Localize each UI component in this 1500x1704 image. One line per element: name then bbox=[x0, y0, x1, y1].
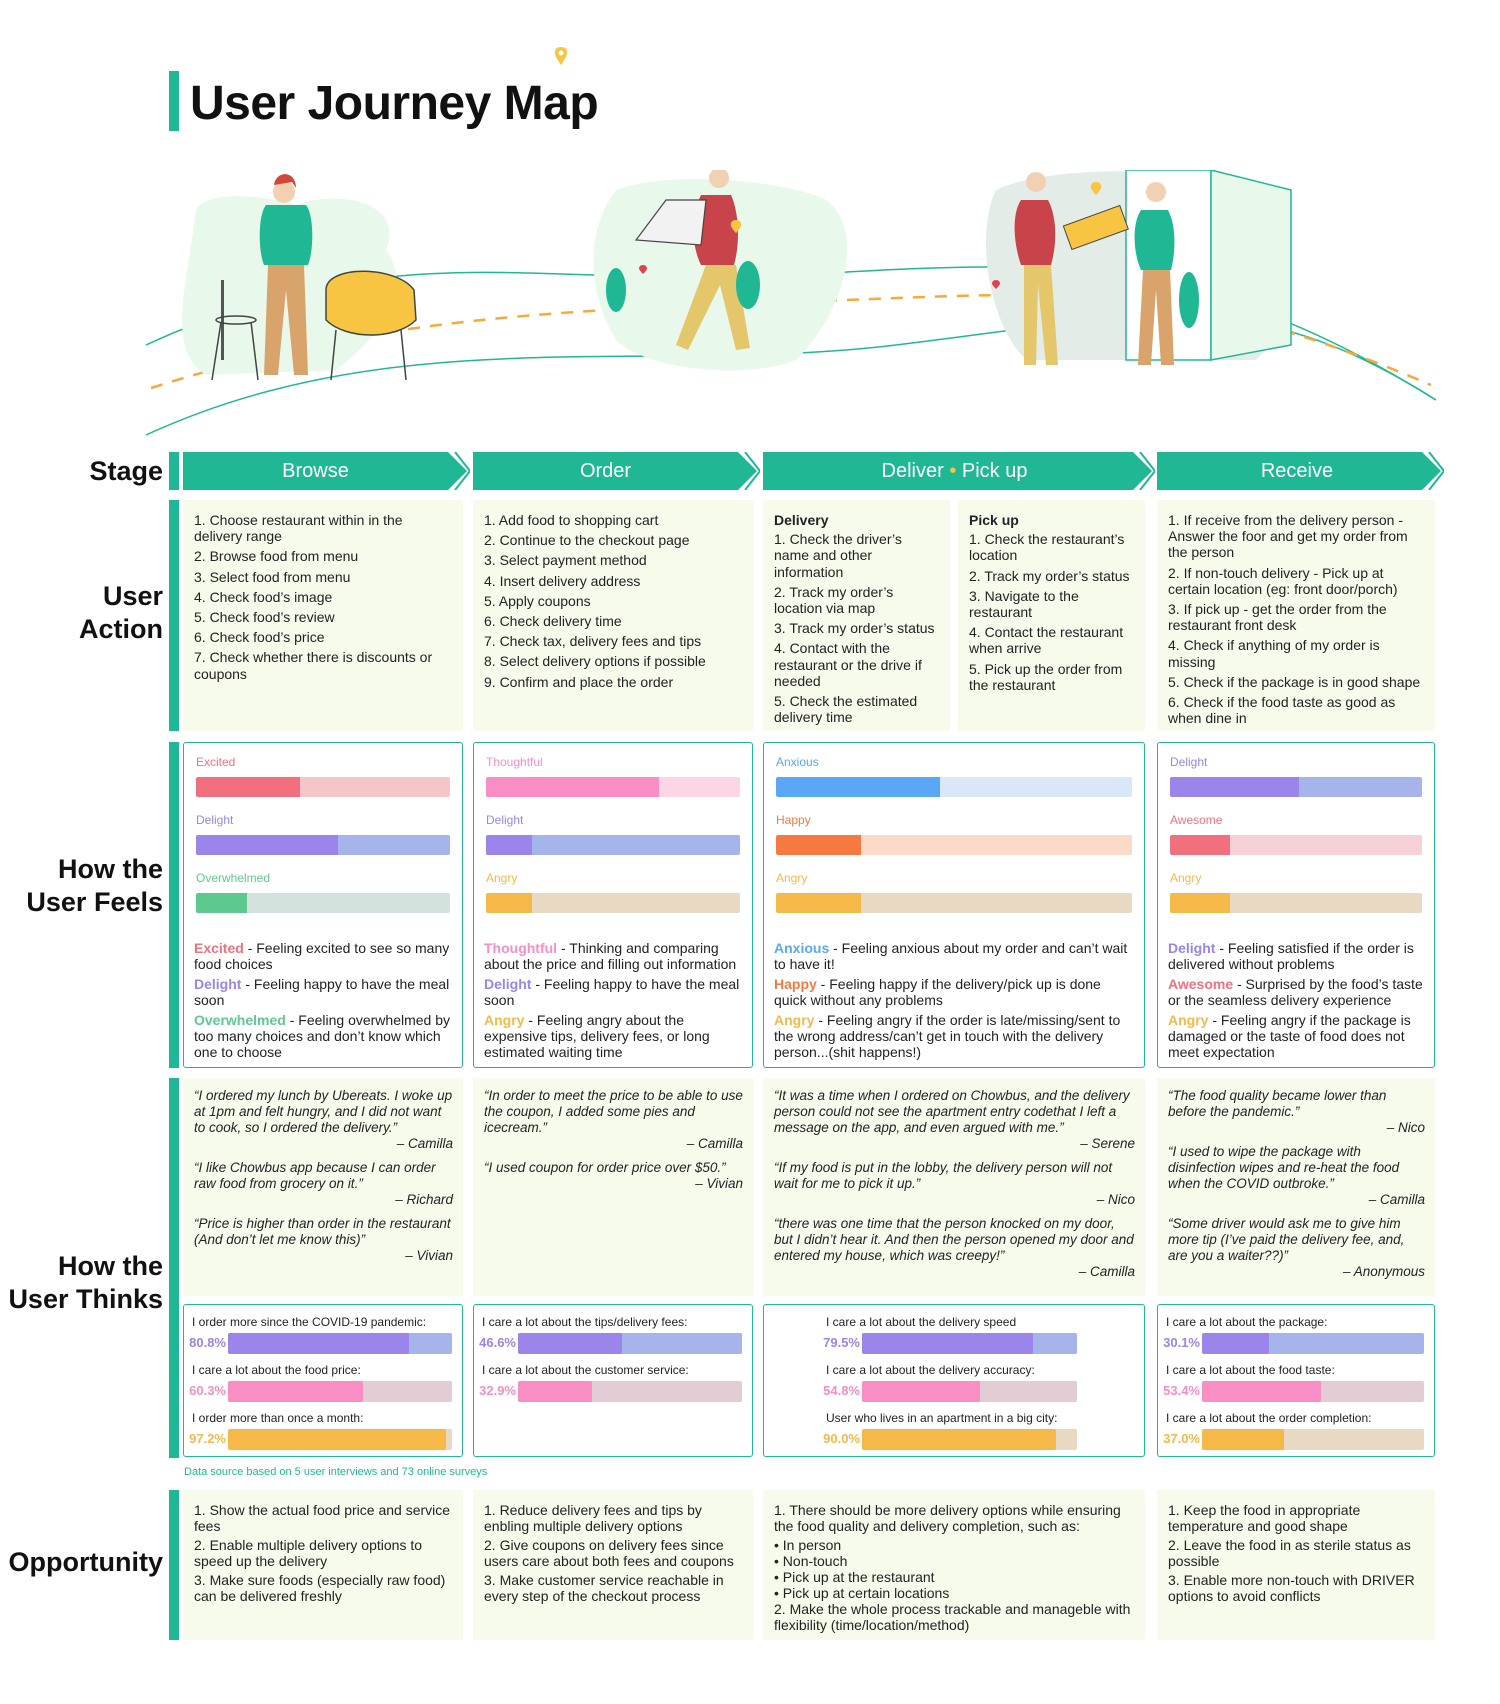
quote-author: – Vivian bbox=[405, 1248, 453, 1263]
stat-bar-fill bbox=[518, 1381, 592, 1402]
opportunity-item: • Pick up at the restaurant bbox=[774, 1569, 935, 1585]
stage-deliver-pickup: Deliver • Pick up bbox=[763, 452, 1155, 490]
stat-label: I order more since the COVID-19 pandemic: bbox=[192, 1315, 427, 1329]
action-panel-order: 1. Add food to shopping cart 2. Continue to the checkout page 3. Select payment method 4. Insert delivery address 5. Apply coupons 6. Check delivery time 7. Check tax, delivery fees and tips 8. Select delivery options if possible 9. Confirm and place the order bbox=[473, 500, 753, 731]
stat-percent: 32.9% bbox=[479, 1383, 516, 1398]
quotes-panel bbox=[183, 1078, 463, 1296]
stat-bar bbox=[862, 1429, 1077, 1450]
opportunity-item: 3. Enable more non-touch with DRIVER options to avoid conflicts bbox=[1168, 1572, 1415, 1604]
stat-label: I care a lot about the delivery accuracy: bbox=[826, 1363, 1035, 1377]
stat-bar bbox=[518, 1381, 742, 1402]
feelings-card bbox=[473, 742, 753, 1068]
quote-text: “there was one time that the person knocked on my door, but I didn’t hear it. And then the person opened my door and entered my house, which was creepy!” bbox=[774, 1216, 1134, 1263]
opportunity-item: 3. Make customer service reachable in every step of the checkout process bbox=[484, 1572, 724, 1604]
emotion-label: Excited bbox=[196, 755, 236, 769]
stage-accent-bar bbox=[169, 452, 179, 490]
emotion-bar bbox=[776, 893, 1132, 913]
stat-bar-fill bbox=[1202, 1333, 1269, 1354]
emotion-label: Angry bbox=[776, 871, 808, 885]
quotes-panel bbox=[473, 1078, 753, 1296]
opportunity-panel bbox=[1157, 1490, 1435, 1640]
stat-label: I care a lot about the delivery speed bbox=[826, 1315, 1017, 1329]
user-quote bbox=[484, 1160, 743, 1192]
emotion-bar bbox=[486, 835, 740, 855]
emotion-label: Angry bbox=[1170, 871, 1202, 885]
action-panel-pickup: Pick up 1. Check the restaurant’s location 2. Track my order’s status 3. Navigate to the restaurant 4. Contact the restaurant when arrive 5. Pick up the order from the restaurant bbox=[958, 500, 1145, 731]
quote-author: – Vivian bbox=[695, 1176, 743, 1191]
emotion-description bbox=[194, 1012, 452, 1060]
quote-author: – Nico bbox=[1386, 1120, 1425, 1135]
quote-author: – Camilla bbox=[1078, 1264, 1135, 1279]
emotion-label: Delight bbox=[196, 813, 234, 827]
emotion-bar bbox=[486, 893, 740, 913]
stat-bar bbox=[228, 1381, 452, 1402]
emotion-label: Anxious bbox=[776, 755, 819, 769]
emotion-description bbox=[774, 940, 1134, 972]
opportunity-accent-bar bbox=[169, 1490, 179, 1640]
quote-text: “It was a time when I ordered on Chowbus, and the delivery person could not see the apartment entry codethat I left a message on the app, and even argued with me.” bbox=[774, 1088, 1130, 1135]
thinks-row-label: How the User Thinks bbox=[8, 1251, 163, 1314]
stat-bar bbox=[1202, 1429, 1424, 1450]
opportunity-item: 3. Make sure foods (especially raw food) can be delivered freshly bbox=[194, 1572, 446, 1604]
emotion-bar-fill bbox=[196, 777, 300, 797]
emotion-bar-fill bbox=[486, 893, 532, 913]
stat-bar bbox=[1202, 1381, 1424, 1402]
emotion-bar-fill bbox=[196, 893, 247, 913]
stats-card bbox=[1157, 1304, 1435, 1457]
opportunity-panel bbox=[473, 1490, 753, 1640]
opportunity-item: 1. Show the actual food price and service fees bbox=[194, 1502, 451, 1534]
emotion-text: - Thinking and comparing about the price and filling out information bbox=[484, 940, 737, 972]
quote-text: “If my food is put in the lobby, the delivery person will not wait for me to pick it up.” bbox=[774, 1160, 1113, 1191]
emotion-description bbox=[1168, 1012, 1424, 1060]
stat-bar-fill bbox=[1202, 1429, 1284, 1450]
user-quote bbox=[774, 1088, 1135, 1152]
data-source-note: Data source based on 5 user interviews and 73 online surveys bbox=[184, 1466, 488, 1478]
stat-percent: 46.6% bbox=[479, 1335, 516, 1350]
stats-card bbox=[473, 1304, 753, 1457]
emotion-text: - Feeling overwhelmed by too many choices and don’t know which one to choose bbox=[194, 1012, 451, 1060]
emotion-text: - Feeling angry about the expensive tips, delivery fees, or long estimated waiting time bbox=[484, 1012, 710, 1060]
stat-percent: 54.8% bbox=[823, 1383, 860, 1398]
emotion-label: Happy bbox=[776, 813, 811, 827]
feelings-card bbox=[763, 742, 1145, 1068]
emotion-label: Awesome bbox=[1170, 813, 1223, 827]
stat-label: I order more than once a month: bbox=[192, 1411, 364, 1425]
map-pin-icon bbox=[553, 46, 569, 70]
emotion-bar bbox=[1170, 893, 1422, 913]
emotion-label: Angry bbox=[486, 871, 518, 885]
feelings-card bbox=[183, 742, 463, 1068]
emotion-name: Angry bbox=[1168, 1012, 1209, 1028]
emotion-bar-fill bbox=[1170, 777, 1299, 797]
stat-label: I care a lot about the customer service: bbox=[482, 1363, 689, 1377]
opportunity-item: • Non-touch bbox=[774, 1553, 848, 1569]
quote-text: “I used to wipe the package with disinfection wipes and re-heat the food when the COVID outbroke.” bbox=[1168, 1144, 1400, 1191]
quote-author: – Camilla bbox=[396, 1136, 453, 1151]
stats-card bbox=[763, 1304, 1145, 1457]
emotion-bar-fill bbox=[486, 835, 532, 855]
emotion-bar bbox=[196, 835, 450, 855]
emotion-text: - Feeling angry if the package is damaged or the taste of food does not meet expectation bbox=[1168, 1012, 1411, 1060]
opportunity-item: 1. Keep the food in appropriate temperature and good shape bbox=[1168, 1502, 1361, 1534]
stats-card bbox=[183, 1304, 463, 1457]
stat-label: I care a lot about the tips/delivery fees: bbox=[482, 1315, 688, 1329]
action-panel-delivery: Delivery 1. Check the driver’s name and other information 2. Track my order’s location via map 3. Track my order’s status 4. Contact with the restaurant or the drive if needed 5. Check the estimated delivery time bbox=[763, 500, 950, 731]
stat-bar-fill bbox=[228, 1429, 446, 1450]
stat-bar bbox=[862, 1381, 1077, 1402]
opportunity-item: 2. Enable multiple delivery options to speed up the delivery bbox=[194, 1537, 423, 1569]
page-title: User Journey Map bbox=[190, 77, 599, 130]
emotion-name: Delight bbox=[484, 976, 532, 992]
user-quote bbox=[774, 1216, 1135, 1280]
stat-bar bbox=[228, 1429, 452, 1450]
emotion-descriptions bbox=[1168, 940, 1424, 1064]
opportunity-item: • In person bbox=[774, 1537, 842, 1553]
quote-text: “I ordered my lunch by Ubereats. I woke up at 1pm and felt hungry, and I did not want to cook, so I ordered the delivery.” bbox=[194, 1088, 453, 1135]
emotion-text: - Feeling happy if the delivery/pick up is done quick without any problems bbox=[774, 976, 1101, 1008]
stat-percent: 30.1% bbox=[1163, 1335, 1200, 1350]
user-quote bbox=[1168, 1088, 1425, 1136]
feelings-card bbox=[1157, 742, 1435, 1068]
emotion-bar bbox=[776, 835, 1132, 855]
emotion-bar-fill bbox=[196, 835, 338, 855]
emotion-descriptions bbox=[194, 940, 452, 1064]
emotion-text: - Feeling excited to see so many food choices bbox=[194, 940, 450, 972]
stat-percent: 53.4% bbox=[1163, 1383, 1200, 1398]
user-quote bbox=[774, 1160, 1135, 1208]
emotion-name: Angry bbox=[774, 1012, 815, 1028]
opportunity-panel bbox=[183, 1490, 463, 1640]
emotion-bar bbox=[196, 777, 450, 797]
emotion-description bbox=[194, 940, 452, 972]
action-panel-receive: 1. If receive from the delivery person - Answer the foor and get my order from the person 2. If non-touch delivery - Pick up at certain location (eg: front door/porch) 3. If pick up - get the order from the restaurant front desk 4. Check if anything of my order is missing 5. Check if the package is in good shape 6. Check if the food taste as good as when dine in bbox=[1157, 500, 1435, 731]
emotion-descriptions bbox=[484, 940, 742, 1064]
stat-bar bbox=[228, 1333, 452, 1354]
stat-bar-fill bbox=[862, 1333, 1033, 1354]
emotion-description bbox=[484, 940, 742, 972]
user-quote bbox=[1168, 1216, 1425, 1280]
journey-illustration bbox=[146, 170, 1436, 445]
emotion-name: Delight bbox=[1168, 940, 1216, 956]
opportunity-item: • Pick up at certain locations bbox=[774, 1585, 950, 1601]
emotion-bar bbox=[1170, 835, 1422, 855]
emotion-name: Delight bbox=[194, 976, 242, 992]
emotion-name: Anxious bbox=[774, 940, 830, 956]
opportunity-row-label: Opportunity bbox=[8, 1547, 163, 1577]
title-accent-bar bbox=[169, 71, 179, 131]
emotion-bar-fill bbox=[1170, 835, 1230, 855]
stat-percent: 79.5% bbox=[823, 1335, 860, 1350]
feels-accent-bar bbox=[169, 742, 179, 1068]
stage-receive: Receive bbox=[1157, 452, 1444, 490]
emotion-bar bbox=[196, 893, 450, 913]
emotion-description bbox=[1168, 976, 1424, 1008]
quote-author: – Nico bbox=[1096, 1192, 1135, 1207]
quote-author: – Richard bbox=[395, 1192, 453, 1207]
emotion-text: - Feeling satisfied if the order is delivered without problems bbox=[1168, 940, 1414, 972]
emotion-name: Thoughtful bbox=[484, 940, 558, 956]
thinks-accent-bar bbox=[169, 1078, 179, 1458]
user-quote bbox=[484, 1088, 743, 1152]
stat-label: User who lives in an apartment in a big city: bbox=[826, 1411, 1058, 1425]
stat-bar-fill bbox=[862, 1381, 980, 1402]
emotion-description bbox=[484, 976, 742, 1008]
stage-order: Order bbox=[473, 452, 760, 490]
emotion-description bbox=[484, 1012, 742, 1060]
emotion-label: Delight bbox=[486, 813, 524, 827]
quote-text: “In order to meet the price to be able to use the coupon, I added some pies and icecream.” bbox=[484, 1088, 743, 1135]
quote-author: – Serene bbox=[1080, 1136, 1135, 1151]
emotion-label: Overwhelmed bbox=[196, 871, 271, 885]
feels-row-label: How the User Feels bbox=[26, 854, 163, 917]
emotion-name: Overwhelmed bbox=[194, 1012, 286, 1028]
emotion-label: Delight bbox=[1170, 755, 1208, 769]
opportunity-item: 1. Reduce delivery fees and tips by enbling multiple delivery options bbox=[484, 1502, 702, 1534]
opportunity-item: 2. Make the whole process trackable and manageble with flexibility (time/location/method) bbox=[774, 1601, 1131, 1633]
emotion-description bbox=[194, 976, 452, 1008]
stage-browse: Browse bbox=[183, 452, 470, 490]
opportunity-panel bbox=[763, 1490, 1145, 1640]
quote-author: – Anonymous bbox=[1342, 1264, 1425, 1279]
stat-label: I care a lot about the food price: bbox=[192, 1363, 361, 1377]
emotion-descriptions bbox=[774, 940, 1134, 1064]
action-accent-bar bbox=[169, 500, 179, 731]
opportunity-item: 1. There should be more delivery options while ensuring the food quality and delivery completion, such as: bbox=[774, 1502, 1121, 1534]
stat-bar-fill bbox=[862, 1429, 1056, 1450]
stage-row-label: Stage bbox=[89, 456, 163, 486]
emotion-text: - Surprised by the food’s taste or the seamless delivery experience bbox=[1168, 976, 1423, 1008]
stat-label: I care a lot about the food taste: bbox=[1166, 1363, 1335, 1377]
user-quote bbox=[194, 1160, 453, 1208]
action-row-label: User Action bbox=[79, 581, 163, 644]
emotion-name: Happy bbox=[774, 976, 817, 992]
stat-percent: 60.3% bbox=[189, 1383, 226, 1398]
emotion-bar-fill bbox=[776, 835, 861, 855]
stat-bar-fill bbox=[228, 1333, 409, 1354]
stat-bar-fill bbox=[1202, 1381, 1321, 1402]
user-quote bbox=[194, 1088, 453, 1152]
stat-bar bbox=[518, 1333, 742, 1354]
quote-text: “Some driver would ask me to give him more tip (I’ve paid the delivery fee, and, are you a waiter??)” bbox=[1168, 1216, 1405, 1263]
stat-percent: 80.8% bbox=[189, 1335, 226, 1350]
opportunity-item: 2. Leave the food in as sterile status as possible bbox=[1168, 1537, 1411, 1569]
stat-bar bbox=[1202, 1333, 1424, 1354]
user-quote bbox=[194, 1216, 453, 1264]
emotion-name: Angry bbox=[484, 1012, 525, 1028]
stat-bar-fill bbox=[518, 1333, 622, 1354]
quote-author: – Camilla bbox=[1368, 1192, 1425, 1207]
emotion-bar bbox=[486, 777, 740, 797]
emotion-label: Thoughtful bbox=[486, 755, 543, 769]
quote-author: – Camilla bbox=[686, 1136, 743, 1151]
quote-text: “Price is higher than order in the restaurant (And don’t let me know this)” bbox=[194, 1216, 451, 1247]
emotion-bar bbox=[1170, 777, 1422, 797]
stat-percent: 90.0% bbox=[823, 1431, 860, 1446]
stat-label: I care a lot about the package: bbox=[1166, 1315, 1328, 1329]
action-panel-browse: 1. Choose restaurant within in the delivery range 2. Browse food from menu 3. Select food from menu 4. Check food’s image 5. Check food’s review 6. Check food’s price 7. Check whether there is discounts or coupons bbox=[183, 500, 463, 731]
emotion-bar bbox=[776, 777, 1132, 797]
quote-text: “I used coupon for order price over $50.” bbox=[484, 1160, 726, 1175]
emotion-bar-fill bbox=[776, 893, 861, 913]
quote-text: “The food quality became lower than before the pandemic.” bbox=[1168, 1088, 1387, 1119]
quote-text: “I like Chowbus app because I can order raw food from grocery on it.” bbox=[194, 1160, 436, 1191]
emotion-bar-fill bbox=[776, 777, 940, 797]
emotion-name: Awesome bbox=[1168, 976, 1234, 992]
opportunity-item: 2. Give coupons on delivery fees since users care about both fees and coupons bbox=[484, 1537, 734, 1569]
user-quote bbox=[1168, 1144, 1425, 1208]
stat-bar bbox=[862, 1333, 1077, 1354]
emotion-text: - Feeling angry if the order is late/missing/sent to the wrong address/can’t get in touch with the delivery person...(shit happens!) bbox=[774, 1012, 1121, 1060]
emotion-text: - Feeling happy to have the meal soon bbox=[484, 976, 740, 1008]
emotion-description bbox=[774, 976, 1134, 1008]
emotion-text: - Feeling happy to have the meal soon bbox=[194, 976, 450, 1008]
emotion-bar-fill bbox=[486, 777, 659, 797]
quotes-panel bbox=[763, 1078, 1145, 1296]
stat-label: I care a lot about the order completion: bbox=[1166, 1411, 1372, 1425]
emotion-name: Excited bbox=[194, 940, 244, 956]
emotion-text: - Feeling anxious about my order and can’t wait to have it! bbox=[774, 940, 1128, 972]
stat-percent: 97.2% bbox=[189, 1431, 226, 1446]
stat-bar-fill bbox=[228, 1381, 363, 1402]
emotion-description bbox=[1168, 940, 1424, 972]
emotion-description bbox=[774, 1012, 1134, 1060]
stat-percent: 37.0% bbox=[1163, 1431, 1200, 1446]
emotion-bar-fill bbox=[1170, 893, 1230, 913]
quotes-panel bbox=[1157, 1078, 1435, 1296]
